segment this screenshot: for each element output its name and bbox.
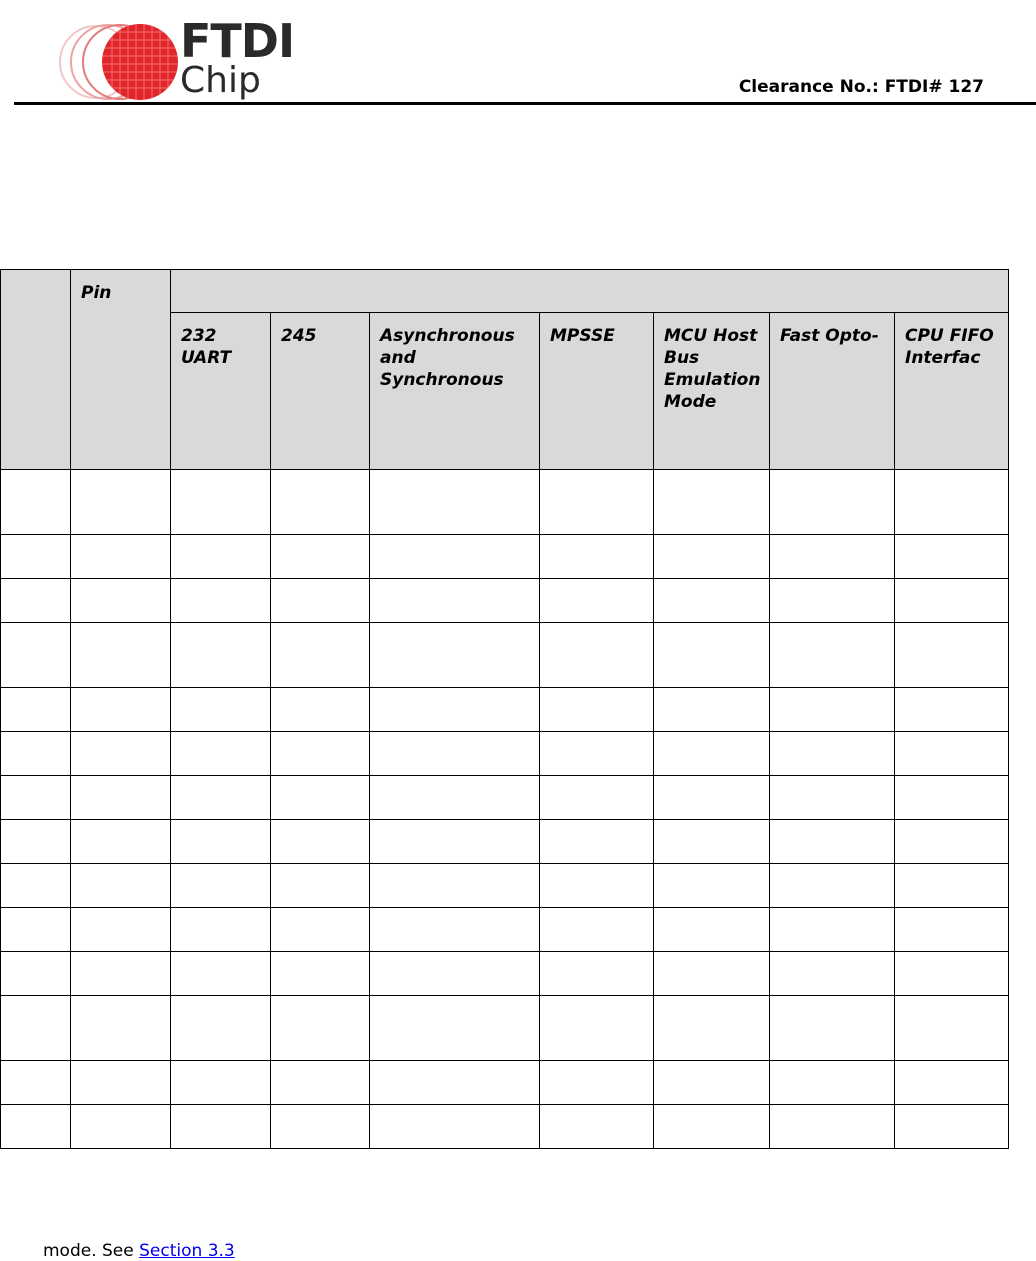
table-cell [370,688,540,732]
table-cell [71,623,171,688]
table-cell [370,996,540,1061]
pin-mode-table [0,269,1009,1149]
table-cell [1,623,71,688]
table-cell [271,623,370,688]
table-row [1,864,1009,908]
table-row [1,1061,1009,1105]
table-cell [895,864,1009,908]
table-cell [895,820,1009,864]
table-cell [370,908,540,952]
table-cell [370,623,540,688]
table-cell [540,1105,654,1149]
table-cell [370,470,540,535]
column-header-fast-opto: Fast Opto- [770,313,895,470]
table-cell [654,776,770,820]
table-row [1,579,1009,623]
table-cell [171,820,271,864]
table-cell [895,776,1009,820]
table-cell [271,470,370,535]
column-header-mpsse: MPSSE [540,313,654,470]
table-cell [540,864,654,908]
table-cell [271,776,370,820]
table-body [1,470,1009,1149]
table-cell [71,732,171,776]
table-cell [895,470,1009,535]
table-cell [540,952,654,996]
table-cell [271,688,370,732]
table-cell [895,1061,1009,1105]
table-row [1,688,1009,732]
column-header-245: 245 [271,313,370,470]
table-cell [540,623,654,688]
table-cell [71,996,171,1061]
table-cell [654,535,770,579]
table-cell [895,732,1009,776]
clearance-number: Clearance No.: FTDI# 127 [738,77,984,97]
table-cell [71,1105,171,1149]
table-cell [370,535,540,579]
table-cell [71,908,171,952]
table-cell [770,908,895,952]
table-cell [271,535,370,579]
table-cell [540,732,654,776]
table-cell [540,688,654,732]
table-cell [171,1061,271,1105]
table-row [1,732,1009,776]
table-cell [895,535,1009,579]
table-cell [71,579,171,623]
table-row [1,952,1009,996]
table-cell [1,470,71,535]
logo-ftdi-wordmark: FTDI [180,14,295,68]
table-cell [370,864,540,908]
table-cell [71,952,171,996]
table-cell [1,908,71,952]
table-cell [171,996,271,1061]
table-cell [71,776,171,820]
table-cell [1,776,71,820]
table-row [1,908,1009,952]
table-cell [540,776,654,820]
table-cell [770,579,895,623]
table-cell [770,470,895,535]
table-cell [895,1105,1009,1149]
table-cell [370,776,540,820]
table-cell [895,908,1009,952]
table-cell [770,1061,895,1105]
table-cell [654,470,770,535]
footer-text: mode. See [43,1241,140,1261]
table-cell [1,732,71,776]
table-cell [271,996,370,1061]
table-cell [71,820,171,864]
blank-header-cell [1,270,71,470]
table-cell [71,864,171,908]
table-cell [171,908,271,952]
table-cell [540,996,654,1061]
table-cell [271,1061,370,1105]
table-row [1,470,1009,535]
column-header-232-uart: 232 UART [171,313,271,470]
table-cell [540,470,654,535]
table-cell [1,535,71,579]
table-row [1,996,1009,1061]
logo-chip-wordmark: Chip [180,60,261,101]
table-cell [171,864,271,908]
table-cell [370,1061,540,1105]
table-cell [770,732,895,776]
logo-circle-icon [50,18,180,104]
footer-note [43,1241,235,1261]
table-row [1,820,1009,864]
table-cell [370,579,540,623]
table-cell [654,952,770,996]
table-cell [1,820,71,864]
column-header-cpu-fifo: CPU FIFO Interfac [895,313,1009,470]
table-cell [540,820,654,864]
table-cell [895,996,1009,1061]
table-cell [770,688,895,732]
table-cell [271,1105,370,1149]
table-cell [271,908,370,952]
table-cell [654,908,770,952]
table-row [1,776,1009,820]
table-cell [654,732,770,776]
table-cell [654,864,770,908]
table-cell [770,1105,895,1149]
table-cell [540,579,654,623]
table-cell [271,864,370,908]
table-cell [71,470,171,535]
table-cell [370,820,540,864]
table-cell [654,1061,770,1105]
table-cell [770,820,895,864]
table-cell [1,996,71,1061]
table-cell [271,732,370,776]
table-cell [895,688,1009,732]
table-cell [540,1061,654,1105]
table-cell [171,688,271,732]
table-cell [171,535,271,579]
table-cell [71,535,171,579]
table-cell [271,820,370,864]
table-cell [540,908,654,952]
table-cell [370,1105,540,1149]
table-row [1,535,1009,579]
table-cell [770,535,895,579]
table-cell [654,623,770,688]
table-cell [654,1105,770,1149]
table-cell [895,952,1009,996]
table-cell [171,470,271,535]
table-cell [370,952,540,996]
table-cell [895,623,1009,688]
header-divider [14,102,1036,105]
table-cell [1,952,71,996]
table-cell [770,952,895,996]
table-cell [71,1061,171,1105]
table-cell [171,732,271,776]
table-cell [1,688,71,732]
table-cell [654,688,770,732]
table-cell [1,864,71,908]
table-cell [770,996,895,1061]
table-cell [71,688,171,732]
column-header-mcu-host-bus: MCU Host Bus Emulation Mode [654,313,770,470]
column-header-async-sync: Asynchronous and Synchronous [370,313,540,470]
table-row [1,1105,1009,1149]
table-cell [171,776,271,820]
table-cell [895,579,1009,623]
table-cell [171,1105,271,1149]
table-cell [654,820,770,864]
table-cell [1,1061,71,1105]
table-cell [271,952,370,996]
section-link[interactable]: Section 3.3 [139,1241,235,1261]
table-cell [770,776,895,820]
table-cell [271,579,370,623]
table-cell [171,579,271,623]
mode-group-header [171,270,1009,313]
table-cell [540,535,654,579]
table-cell [654,579,770,623]
table-cell [770,864,895,908]
table-cell [654,996,770,1061]
table-cell [1,579,71,623]
column-header-pin: Pin [71,270,171,470]
table-row [1,623,1009,688]
table-cell [770,623,895,688]
table-cell [1,1105,71,1149]
table-cell [370,732,540,776]
table-cell [171,952,271,996]
table-cell [171,623,271,688]
